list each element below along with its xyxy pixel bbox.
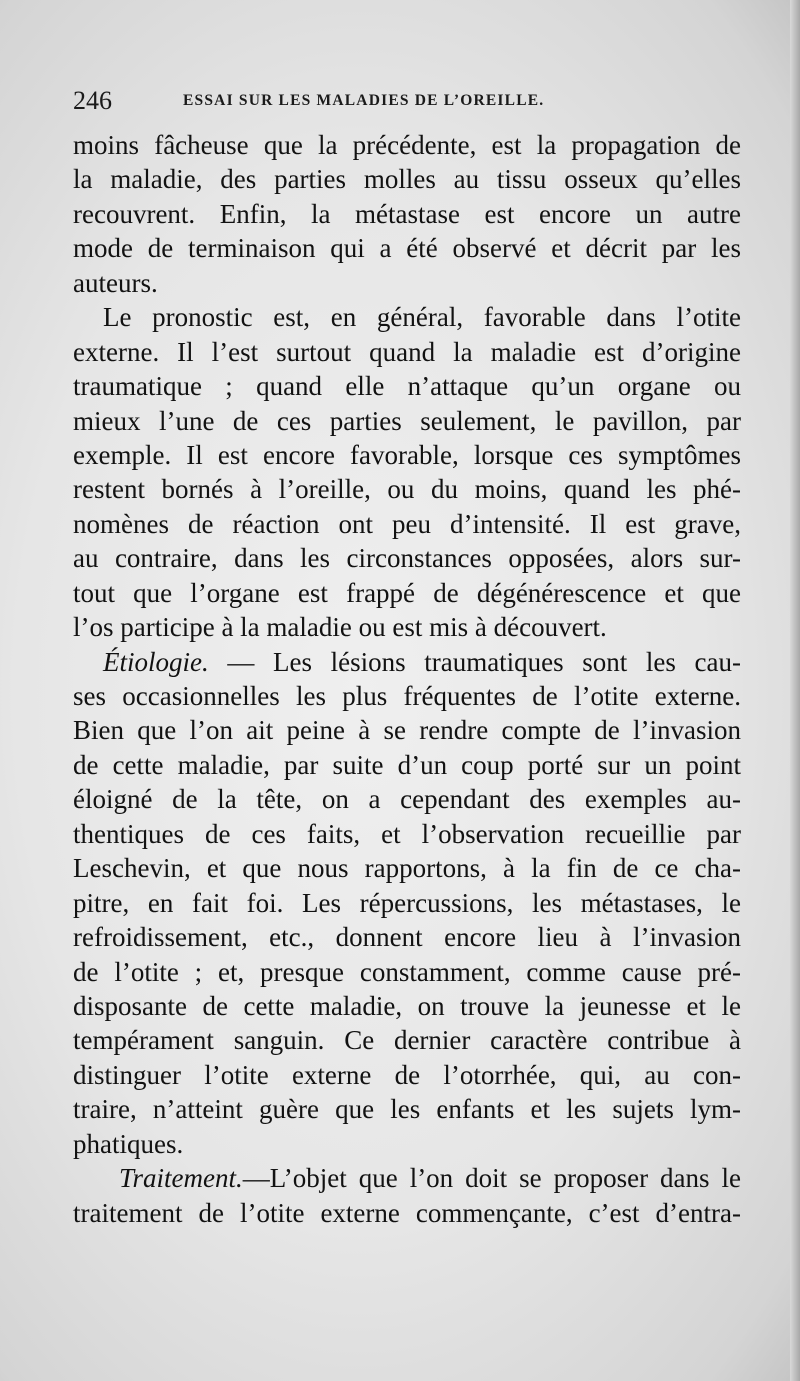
- text-line: Leschevin, et que nous rapportons, à la fin de ce cha-: [73, 853, 741, 884]
- text-line: recouvrent. Enfin, la métastase est encore un autre: [73, 198, 741, 229]
- page-edge-shadow: [790, 0, 800, 1381]
- text-line: de cette maladie, par suite d’un coup porté sur un point: [73, 749, 741, 780]
- text-line: thentiques de ces faits, et l’observation recueillie par: [73, 818, 741, 849]
- running-head: [73, 86, 733, 120]
- text-line: auteurs.: [73, 267, 158, 298]
- text-line: restent bornés à l’oreille, ou du moins, quand les phé-: [73, 474, 741, 505]
- text-line: exemple. Il est encore favorable, lorsque ces symptômes: [73, 439, 741, 470]
- etiologie-paragraph-start: [73, 645, 741, 679]
- text-line: traumatique ; quand elle n’attaque qu’un organe ou: [73, 371, 741, 402]
- text-line: externe. Il l’est surtout quand la maladie est d’origine: [73, 336, 741, 367]
- text-line: de l’otite ; et, presque constamment, comme cause pré-: [73, 956, 741, 987]
- text-line: tempérament sanguin. Ce dernier caractère contribue à: [73, 1025, 741, 1056]
- text-line-paragraph-start: Le pronostic est, en général, favorable dans l’otite: [103, 302, 741, 333]
- text-line: mieux l’une de ces parties seulement, le pavillon, par: [73, 405, 741, 436]
- text-line: tout que l’organe est frappé de dégénérescence et que: [73, 577, 741, 608]
- text-line: la maladie, des parties molles au tissu osseux qu’elles: [73, 164, 741, 195]
- text-line: disposante de cette maladie, on trouve la jeunesse et le: [73, 990, 741, 1021]
- traitement-paragraph-start: [73, 1161, 741, 1195]
- page-number: 246: [73, 86, 112, 115]
- traitement-heading: Traitement.: [119, 1163, 243, 1194]
- etiologie-heading: Étiologie.: [103, 646, 209, 677]
- running-title: ESSAI SUR LES MALADIES DE L’OREILLE.: [183, 92, 545, 109]
- body-text: [73, 128, 741, 1230]
- text-line: éloigné de la tête, on a cependant des exemples au-: [73, 784, 741, 815]
- text-line: distinguer l’otite externe de l’otorrhée, qui, au con-: [73, 1059, 741, 1090]
- text-line: l’os participe à la maladie ou est mis à découvert.: [73, 612, 607, 643]
- text-line-rest: —L’objet que l’on doit se proposer dans le: [242, 1163, 741, 1194]
- text-line: au contraire, dans les circonstances opposées, alors sur-: [73, 543, 741, 574]
- text-line: moins fâcheuse que la précédente, est la propagation de: [73, 130, 741, 160]
- text-line: traire, n’atteint guère que les enfants et les sujets lym-: [73, 1094, 741, 1125]
- text-line: ses occasionnelles les plus fréquentes de l’otite externe.: [73, 681, 741, 711]
- text-line: mode de terminaison qui a été observé et décrit par les: [73, 233, 741, 264]
- text-line: Bien que l’on ait peine à se rendre compte de l’invasion: [73, 715, 741, 746]
- text-line-rest: — Les lésions traumatiques sont les cau-: [227, 646, 741, 677]
- text-line: refroidissement, etc., donnent encore lieu à l’invasion: [73, 922, 741, 953]
- text-line: phatiques.: [73, 1128, 184, 1159]
- text-line: pitre, en fait foi. Les répercussions, les métastases, le: [73, 887, 741, 918]
- text-line: traitement de l’otite externe commençante, c’est d’entra-: [73, 1197, 741, 1228]
- text-line: nomènes de réaction ont peu d’intensité. Il est grave,: [73, 508, 741, 539]
